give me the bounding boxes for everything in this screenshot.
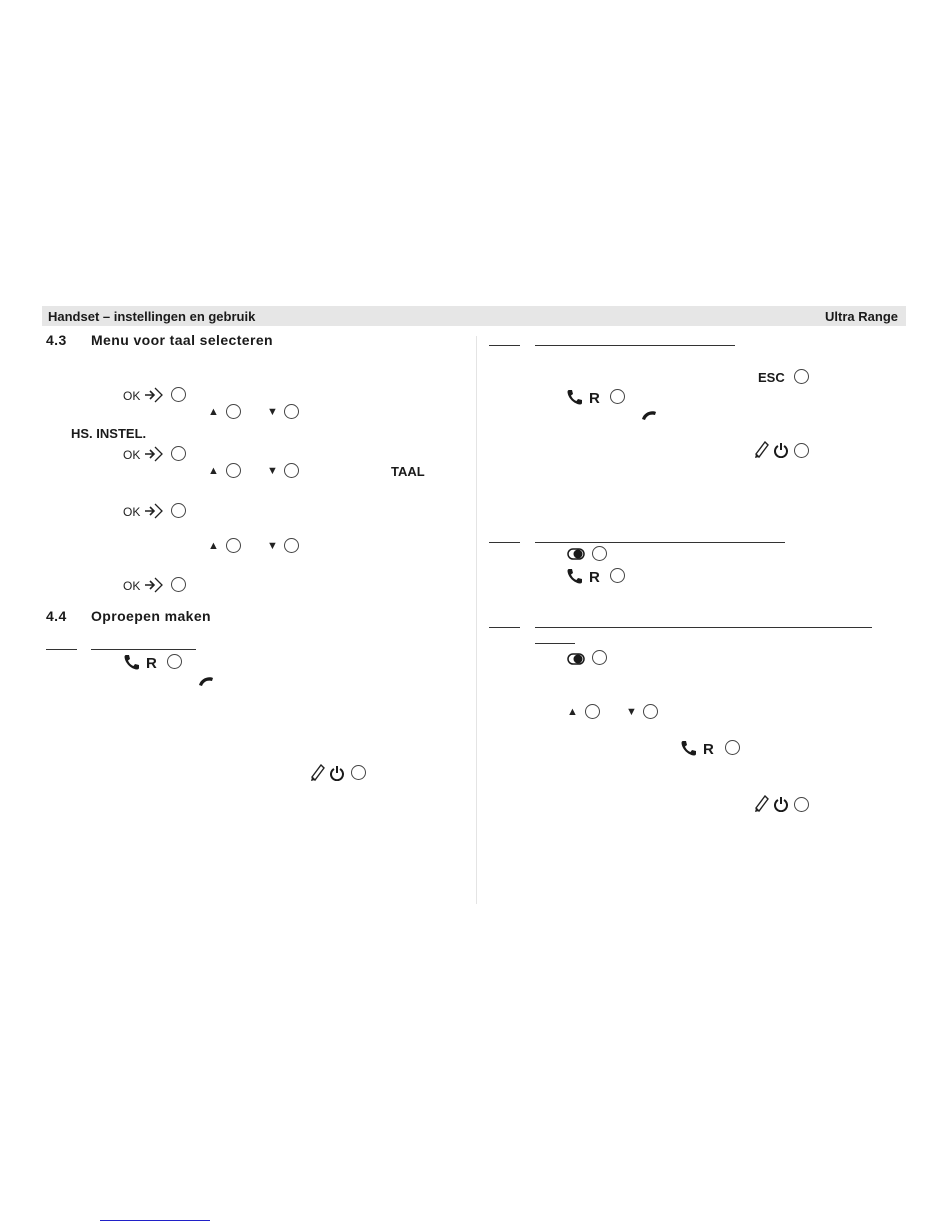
down-triangle-icon: ▼ <box>267 465 278 477</box>
phonebook-icon <box>754 795 770 813</box>
key-circle[interactable] <box>171 446 186 461</box>
subsection-rule <box>489 627 520 628</box>
subsection-rule <box>535 627 872 628</box>
header-product: Ultra Range <box>825 309 898 324</box>
r-label: R <box>589 390 600 407</box>
key-circle[interactable] <box>171 503 186 518</box>
key-circle[interactable] <box>610 568 625 583</box>
phone-icon <box>566 567 584 585</box>
ok-arrow-icon <box>144 386 164 404</box>
key-circle[interactable] <box>284 463 299 478</box>
down-triangle-icon: ▼ <box>267 406 278 418</box>
up-triangle-icon: ▲ <box>208 540 219 552</box>
subsection-rule <box>535 345 735 346</box>
key-circle[interactable] <box>171 387 186 402</box>
redial-toggle-icon <box>567 653 585 665</box>
subsection-rule <box>91 649 196 650</box>
ok-label: OK <box>123 505 141 519</box>
key-circle[interactable] <box>643 704 658 719</box>
phone-icon <box>123 653 141 671</box>
phonebook-icon <box>310 764 326 782</box>
key-circle[interactable] <box>226 463 241 478</box>
key-circle[interactable] <box>351 765 366 780</box>
key-circle[interactable] <box>167 654 182 669</box>
key-circle[interactable] <box>171 577 186 592</box>
section-44-title: Oproepen maken <box>91 608 211 624</box>
key-circle[interactable] <box>794 369 809 384</box>
power-icon <box>773 442 789 458</box>
up-triangle-icon: ▲ <box>208 465 219 477</box>
r-label: R <box>703 741 714 758</box>
subsection-rule <box>489 542 520 543</box>
key-circle[interactable] <box>284 538 299 553</box>
down-triangle-icon: ▼ <box>267 540 278 552</box>
column-divider <box>476 336 477 904</box>
ok-label: OK <box>123 389 141 403</box>
key-circle[interactable] <box>226 404 241 419</box>
key-circle[interactable] <box>794 443 809 458</box>
key-circle[interactable] <box>592 650 607 665</box>
key-circle[interactable] <box>725 740 740 755</box>
key-circle[interactable] <box>794 797 809 812</box>
key-circle[interactable] <box>592 546 607 561</box>
footnote-link-line <box>100 1220 210 1221</box>
subsection-rule <box>46 649 77 650</box>
handset-icon <box>641 410 657 421</box>
section-44-number: 4.4 <box>46 608 67 624</box>
phonebook-icon <box>754 441 770 459</box>
ok-label: OK <box>123 448 141 462</box>
power-icon <box>773 796 789 812</box>
option-taal: TAAL <box>391 464 425 479</box>
ok-arrow-icon <box>144 576 164 594</box>
redial-toggle-icon <box>567 548 585 560</box>
section-43-number: 4.3 <box>46 332 67 348</box>
up-triangle-icon: ▲ <box>567 706 578 718</box>
ok-arrow-icon <box>144 502 164 520</box>
ok-label: OK <box>123 579 141 593</box>
r-label: R <box>589 569 600 586</box>
ok-arrow-icon <box>144 445 164 463</box>
subsection-rule <box>535 542 785 543</box>
phone-icon <box>566 388 584 406</box>
subsection-rule <box>489 345 520 346</box>
section-43-title: Menu voor taal selecteren <box>91 332 273 348</box>
up-triangle-icon: ▲ <box>208 406 219 418</box>
key-circle[interactable] <box>585 704 600 719</box>
down-triangle-icon: ▼ <box>626 706 637 718</box>
key-circle[interactable] <box>610 389 625 404</box>
key-circle[interactable] <box>284 404 299 419</box>
r-label: R <box>146 655 157 672</box>
esc-label: ESC <box>758 370 785 385</box>
power-icon <box>329 765 345 781</box>
phone-icon <box>680 739 698 757</box>
subsection-rule <box>535 643 575 644</box>
key-circle[interactable] <box>226 538 241 553</box>
header-title: Handset – instellingen en gebruik <box>48 309 256 324</box>
option-hs-instel: HS. INSTEL. <box>71 426 147 441</box>
handset-icon <box>198 676 214 687</box>
